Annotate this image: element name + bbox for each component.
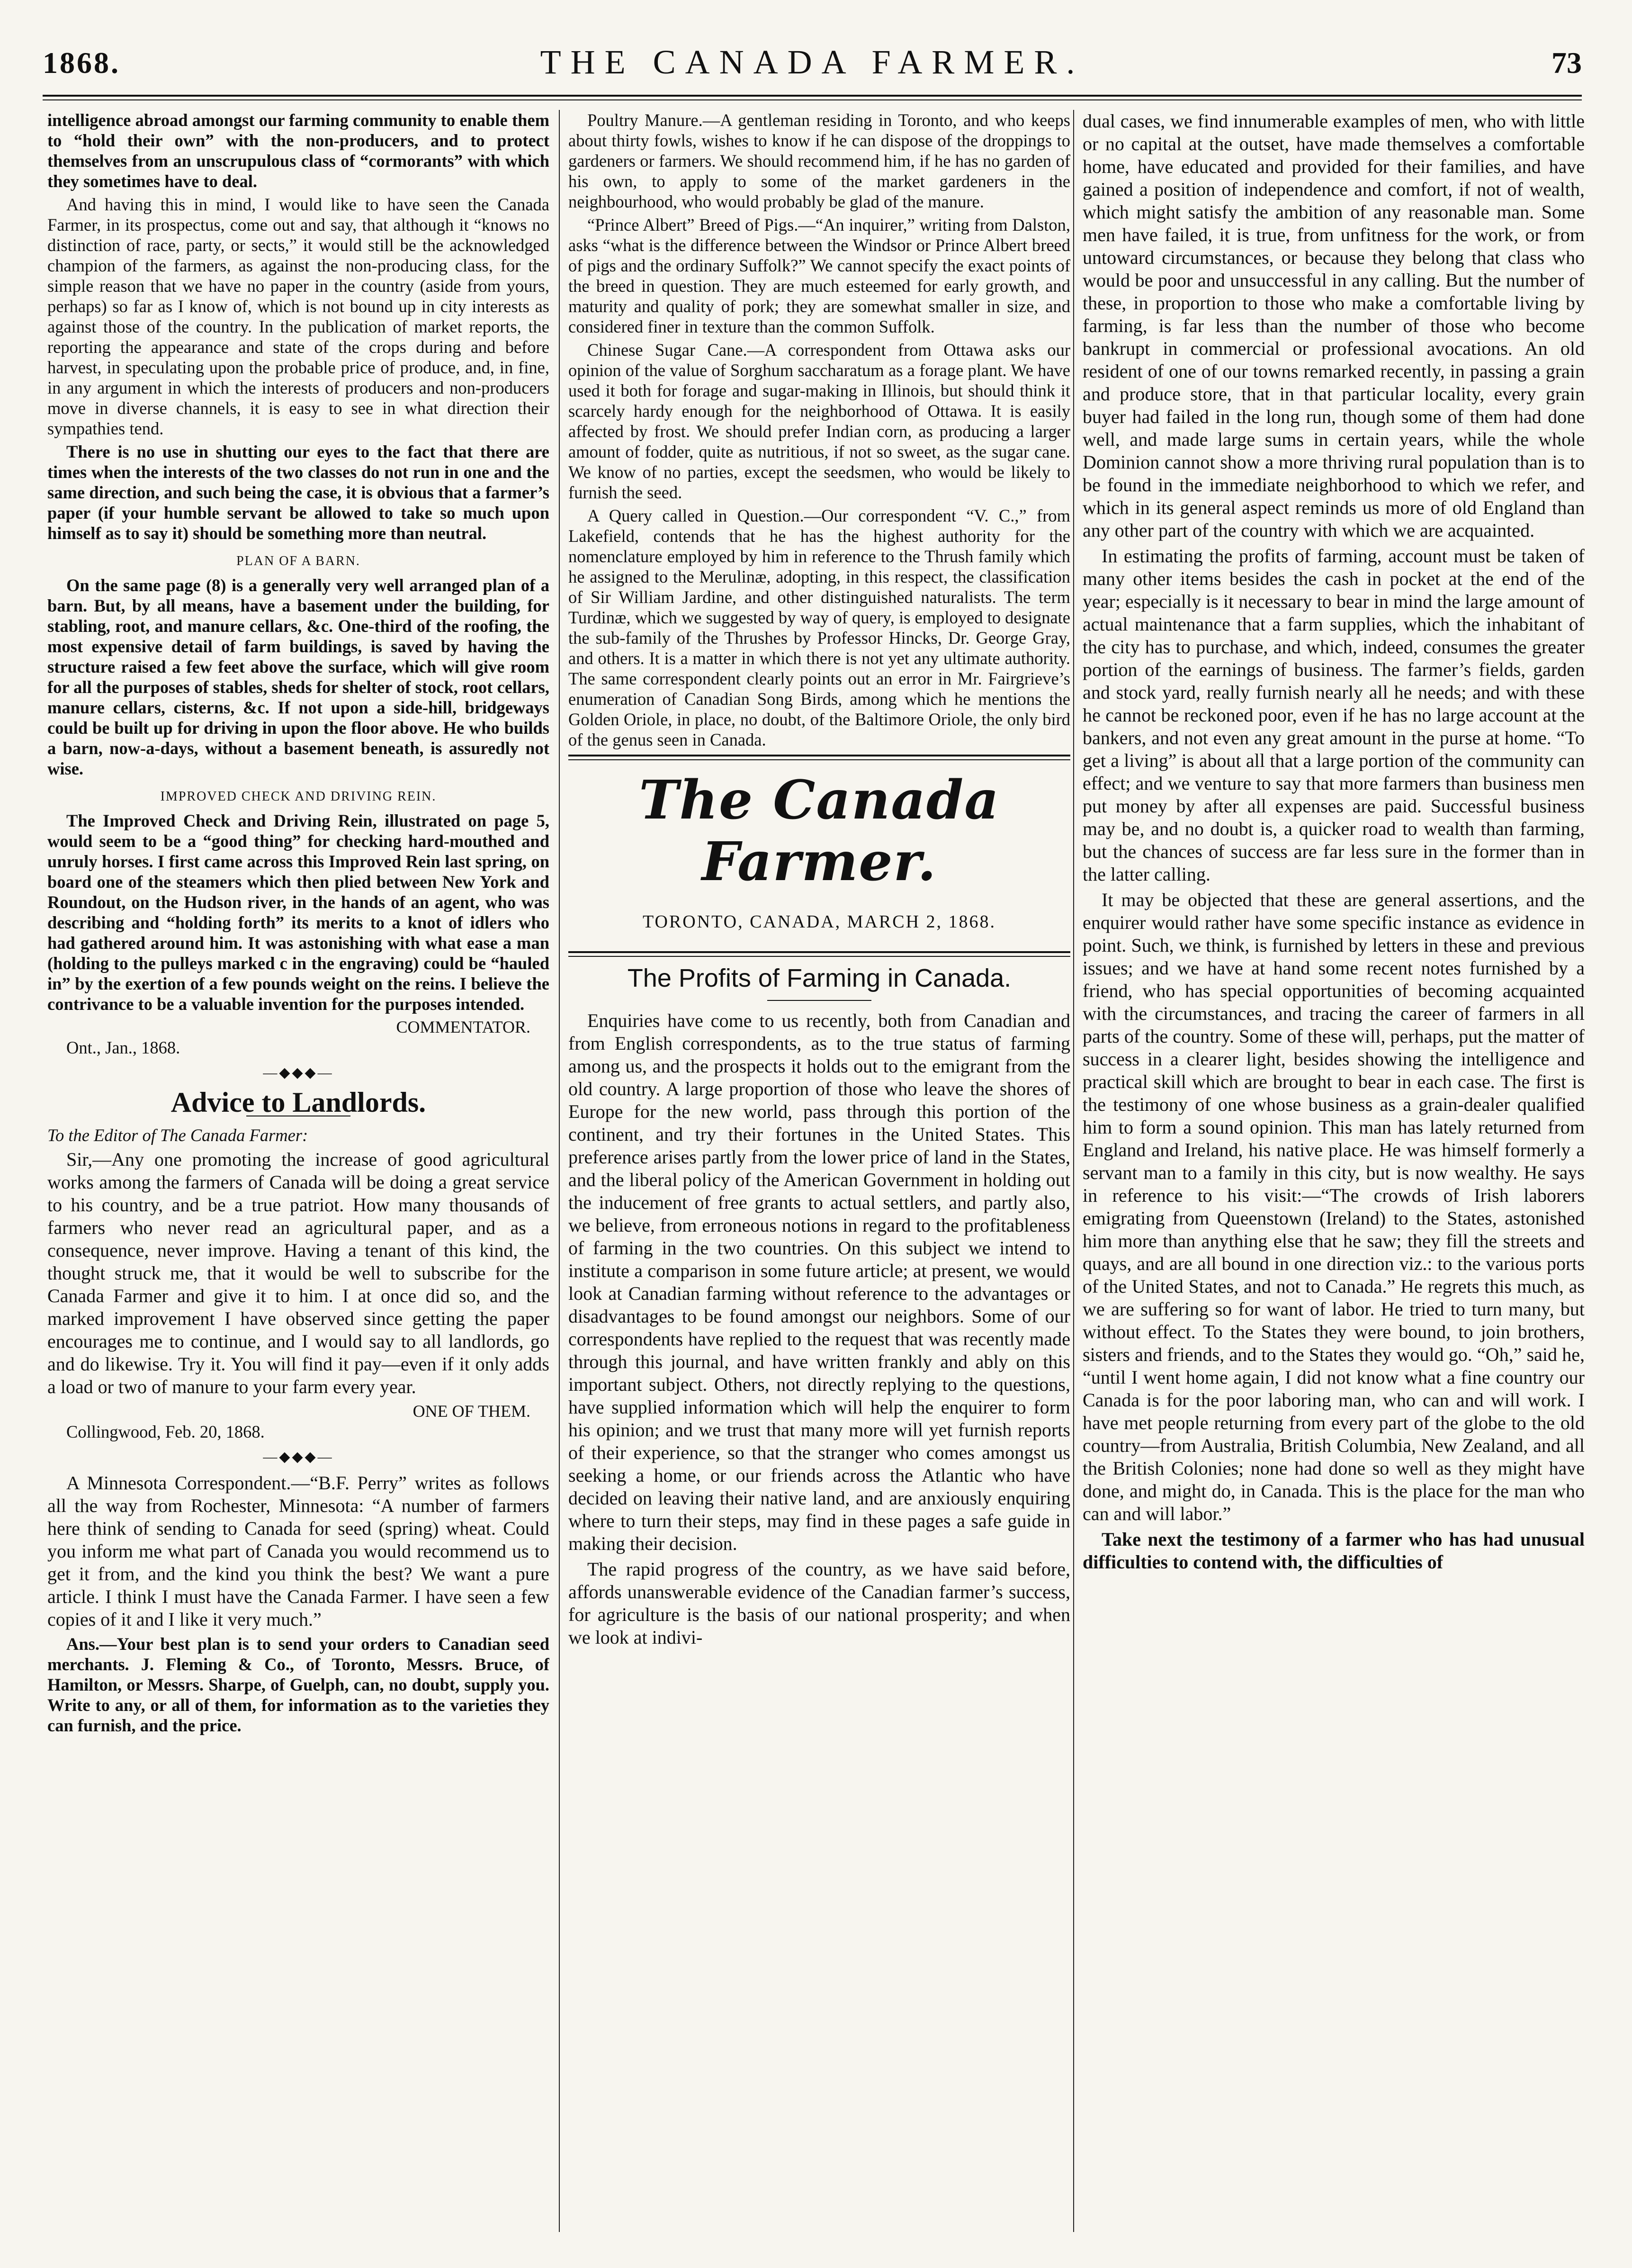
paragraph: Poultry Manure.—A gentleman residing in Toronto, and who keeps about thirty fowls, wishes to know if he can dispose of the droppings to gardeners or farmers. We should recommend him, if he has no garden of his own, to apply to some of the market gardeners in the neighbourhood, who would probably be glad of the manure. bbox=[568, 110, 1070, 211]
salutation: To the Editor of The Canada Farmer: bbox=[47, 1125, 308, 1145]
header-title: THE CANADA FARMER. bbox=[540, 43, 1085, 81]
header-rule bbox=[43, 95, 1582, 100]
paragraph: “Prince Albert” Breed of Pigs.—“An inquirer,” writing from Dalston, asks “what is the difference between the Windsor or Prince Albert breed of pigs and the ordinary Suffolk?” We cannot specify the exact points of the breed in question. They are much esteemed for early growth, and maturity and quality of pork; they are somewhat smaller in size, and considered finer in texture than the common Suffolk. bbox=[568, 215, 1070, 336]
subheading-barn: PLAN OF A BARN. bbox=[236, 554, 360, 568]
header-page-number: 73 bbox=[1551, 46, 1582, 80]
paragraph: It may be objected that these are general assertions, and the enquirer would rather have some specific instance as evidence in point. Such, we think, is furnished by letters in these and previous issues; and we have at hand some recent notes furnished by a friend, who has special opportunities of becoming acquainted with the circumstances, and tracing the career of farmers in all parts of the country. Some of these will, perhaps, put the matter of success in a clearer light, besides showing the intelligence and practical skill which are brought to bear in each case. The first is the testimony of one whose business as a grain-dealer qualified him to form a sound opinion. This man has lately returned from England and Ireland, his native place. He was himself formerly a servant man to a family in this city, but is now wealthy. He says in reference to his visit:—“The crowds of Irish laborers emigrating from Queenstown (Ireland) to the States, astonished him more than anything else that he saw; they fill the streets and quays, and are all bound in one direction viz.: to the various ports of the United States, and not to Canada.” He regrets this much, as we are suffering so for want of labor. He tried to turn many, but without effect. To the States they were bound, to join brothers, sisters and friends, and to the States they would go. “Oh,” said he, “until I went home again, I did not know what a fine country our Canada is for the poor laboring man, who can and will work. I have met people returning from every part of the globe to the old country—from Australia, British Columbia, New Zealand, and all the British Colonies; none had done so well as they might have done, and might do, in Canada. This is the place for the man who can and will labor.” bbox=[1083, 889, 1585, 1524]
article-title: The Profits of Farming in Canada. bbox=[627, 964, 1012, 992]
dateline-collingwood: Collingwood, Feb. 20, 1868. bbox=[66, 1422, 265, 1441]
section-title-landlords: Advice to Landlords. bbox=[170, 1087, 426, 1118]
short-rule bbox=[767, 1000, 871, 1001]
ornament-divider: —◆◆◆— bbox=[263, 1449, 334, 1465]
paragraph: There is no use in shutting our eyes to the fact that there are times when the interests of the two classes do not run in one and the same direction, and such being the case, it is obvious that a farmer’s paper (if your humble servant be allowed to take so much upon himself as to say it) should be something more than neutral. bbox=[47, 442, 549, 543]
paragraph: Sir,—Any one promoting the increase of good agricultural works among the farmers of Canada will be doing a great service to his country, and be a true patriot. How many thousands of farmers who never read an agricultural paper, and as a consequence, never improve. Having a tenant of this kind, the thought struck me, that it would be well to subscribe for the Canada Farmer and give it to him. I at once did so, and the marked improvement I have observed since getting the paper encourages me to continue, and I would say to all landlords, go and do likewise. Try it. You will find it pay—even if it only adds a load or two of manure to your farm every year. bbox=[47, 1149, 549, 1397]
paragraph: Ans.—Your best plan is to send your orders to Canadian seed merchants. J. Fleming & Co., of Toronto, Messrs. Bruce, of Hamilton, or Messrs. Sharpe, of Guelph, can, no doubt, supply you. Write to any, or all of them, for information as to the varieties they can furnish, and the price. bbox=[47, 1634, 549, 1735]
paragraph: dual cases, we find innumerable examples of men, who with little or no capital at the outset, have made themselves a comfortable home, have educated and provided for their families, and have gained a position of independence and comfort, if not of wealth, which might satisfy the ambition of any reasonable man. Some men have failed, it is true, from unfitness for the work, or from untoward circumstances, or because they belong that class who would be poor and unsuccessful in any calling. But the number of these, in proportion to those who make a comfortable living by farming, is far less than the number of those who become bankrupt in commercial or professional avocations. An old resident of one of our towns remarked recently, in passing a grain and produce store, that in that particular locality, every grain buyer had failed in the long run, though some of them had done well, and made large sums in certain years, while the whole Dominion cannot show a more thriving rural population than is to be found in the immediate neighborhood to which we refer, and which in its general aspect reminds us more of old England than any other part of the country with which we are acquainted. bbox=[1083, 110, 1585, 541]
paragraph: Take next the testimony of a farmer who has had unusual difficulties to contend with, the difficulties of bbox=[1083, 1529, 1585, 1573]
paragraph: intelligence abroad amongst our farming community to enable them to “hold their own” with the non-producers, and to protect themselves from an unscrupulous class of “cormorants” with which they sometimes have to deal. bbox=[47, 110, 549, 191]
paragraph: The rapid progress of the country, as we have said before, affords unanswerable evidence of the Canadian farmer’s success, for agriculture is the basis of our national prosperity; and when we look at indivi- bbox=[568, 1558, 1070, 1648]
paragraph: On the same page (8) is a generally very well arranged plan of a barn. But, by all means, have a basement under the building, for stabling, root, and manure cellars, &c. One-third of the roofing, the most expensive detail of farm buildings, is saved by having the structure raised a few feet above the surface, which will give room for all the purposes of stables, sheds for shelter of stock, root cellars, manure cellars, cisterns, &c. If not upon a side-hill, bridgeways could be built up for driving in upon the floor above. He who builds a barn, now-a-days, without a basement beneath, is assuredly not wise. bbox=[47, 576, 549, 778]
paragraph: A Minnesota Correspondent.—“B.F. Perry” writes as follows all the way from Rochester, Minnesota: “A number of farmers here think of sending to Canada for seed (spring) wheat. Could you inform me what part of Canada you would recommend us to get it from, and the kind you think the best? We want a pure article. I think I must have the Canada Farmer. I have seen a few copies of it and I like it very much.” bbox=[47, 1472, 549, 1630]
paragraph: And having this in mind, I would like to have seen the Canada Farmer, in its prospectus, come out and say, that although it “knows no distinction of race, party, or sects,” it would still be the acknowledged champion of the farmers, as against the non-producing class, for the simple reason that we have no paper in the country (aside from yours, perhaps) so far as I know of, which is not bound up in city interests as against those of the country. In the publication of market reports, the reporting the appearance and state of the crops during and before harvest, in speculating upon the probable price of produce, and, in fine, in any argument in which the interests of producers and non-producers move in diverse channels, it is easy to see in what direction their sympathies tend. bbox=[47, 195, 549, 438]
column-rule-1 bbox=[559, 110, 560, 2232]
dateline-ont: Ont., Jan., 1868. bbox=[66, 1038, 180, 1057]
column-2 bbox=[568, 110, 1070, 2232]
column-1 bbox=[47, 110, 549, 2232]
masthead: The Canada Farmer. bbox=[639, 769, 1000, 893]
masthead-rule-top bbox=[568, 755, 1070, 760]
subheading-rein: IMPROVED CHECK AND DRIVING REIN. bbox=[160, 789, 437, 804]
masthead-rule-bottom bbox=[568, 951, 1070, 957]
paragraph: Enquiries have come to us recently, both from Canadian and from English correspondents, as to the true status of farming among us, and the prospects it holds out to the emigrant from the old country. A large proportion of those who leave the shores of Europe for the new world, pass through this portion of the continent, and try their fortunes in the United States. This preference arises partly from the lower price of land in the States, and the liberal policy of the American Government in holding out the inducement of free grants to actual settlers, and partly also, we believe, from erroneous notions in regard to the profitableness of farming in the two countries. On this subject we intend to institute a comparison in some future article; at present, we would look at Canadian farming without reference to the advantages or disadvantages to be found amongst our neighbors. Some of our correspondents have replied to the request that was recently made through this journal, and have written frankly and ably on this important subject. Others, not directly replying to the questions, have supplied information which will help the enquirer to form his opinion; and we trust that many more will yet furnish reports of their experience, so that the stranger who comes amongst us seeking a home, or our friends across the Atlantic who have decided on leaving their native land, and are anxiously enquiring where to turn their steps, may find in these pages a safe guide in making their decision. bbox=[568, 1010, 1070, 1554]
signature-commentator: COMMENTATOR. bbox=[396, 1017, 530, 1036]
page-header bbox=[43, 41, 1582, 93]
signature-one-of-them: ONE OF THEM. bbox=[412, 1402, 530, 1421]
paragraph: Chinese Sugar Cane.—A correspondent from Ottawa asks our opinion of the value of Sorghum saccharatum as a forage plant. We have used it both for forage and sugar-making in Illinois, but should think it scarcely hardy enough for the neighborhood of Ottawa. It is easily affected by frost. We should prefer Indian corn, as producing a larger amount of fodder, quite as nutritious, if not so sweet, as the sugar cane. We know of no parties, except the seedsmen, who would be likely to furnish the seed. bbox=[568, 340, 1070, 502]
paragraph: A Query called in Question.—Our correspondent “V. C.,” from Lakefield, contends that he has the highest authority for the nomenclature employed by him in reference to the Thrush family which he assigned to the Merulinæ, adopting, in this respect, the classification of Sir William Jardine, and other distinguished naturalists. The term Turdinæ, which we suggested by way of query, is employed to designate the sub-family of the Thrushes by Professor Hincks, Dr. George Gray, and others. It is a matter in which there is not yet any ultimate authority. The same correspondent clearly points out an error in Mr. Fairgrieve’s enumeration of Canadian Song Birds, among which he mentions the Golden Oriole, in place, no doubt, of the Baltimore Oriole, the only bird of the genus seen in Canada. bbox=[568, 506, 1070, 749]
paragraph: The Improved Check and Driving Rein, illustrated on page 5, would seem to be a “good thing” for checking hard-mouthed and unruly horses. I first came across this Improved Rein last spring, on board one of the steamers which then plied between New York and Roundout, on the Hudson river, in the hands of an agent, who was describing and “holding forth” its merits to a knot of idlers who had gathered around him. It was astonishing with what ease a man (holding to the pulleys marked c in the engraving) could be “hauled in” by the exertion of a few pounds weight on the reins. I believe the contrivance to be a valuable invention for the purposes intended. bbox=[47, 811, 549, 1014]
header-year: 1868. bbox=[43, 46, 120, 80]
dateline: TORONTO, CANADA, MARCH 2, 1868. bbox=[642, 912, 996, 932]
paragraph: In estimating the profits of farming, account must be taken of many other items besides the cash in pocket at the end of the year; especially is it necessary to bear in mind the large amount of actual maintenance that a farm supplies, which the inhabitant of the city has to purchase, and which, indeed, consumes the greater portion of the earnings of business. The farmer’s fields, garden and stock yard, really furnish nearly all he needs; and with these he cannot be reckoned poor, even if he has no large account at the bankers, and not even any great amount in the purse at home. “To get a living” is about all that a large portion of the community can effect; and we venture to say that more farmers than business men put money by after all expenses are paid. Successful business may be, and no doubt is, a quicker road to wealth than farming, but the chances of success are far less sure in the former than in the latter calling. bbox=[1083, 545, 1585, 885]
column-3 bbox=[1083, 110, 1585, 2232]
column-rule-2 bbox=[1073, 110, 1074, 2232]
ornament-divider: —◆◆◆— bbox=[263, 1065, 334, 1080]
